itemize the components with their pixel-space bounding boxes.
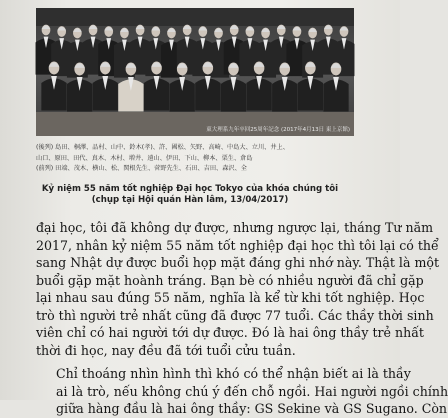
body-line: trò thì người trẻ nhất cũng đã được 77 tuổi. Các thầy thời sinh (36, 307, 434, 323)
body-line: giữa hàng đầu là hai ông thầy: GS Sekine và GS Sugano. Còn (56, 401, 448, 416)
body-line: sang Nhật dự được buổi họp mặt đáng ghi nhớ này. Thật là một (36, 255, 440, 270)
name-row-front: (前列) 田端、茂木、横山、松、関根先生、菅野先生、石田、吉田、森沢、全 (36, 165, 247, 172)
body-line: thời đi học, nay đều đã tới tuổi cửu tuần. (36, 342, 296, 358)
body-line: viên chỉ có hai người tới dự được. Đó là hai ông thầy trẻ nhất (36, 325, 424, 340)
body-line: đại học, tôi đã không dự được, nhưng ngược lại, tháng Tư năm (36, 220, 434, 235)
body-text (36, 219, 448, 418)
body-line: ai là trò, nếu không chú ý đến chỗ ngồi. Hai người ngồi chính (56, 383, 448, 399)
name-row-back-1: (後列) 島田、桐澤、品村、山中、鈴木(孝)、許、國松、矢野、高崎、中島大、立川、井上、 (36, 144, 289, 151)
caption-subtitle: (chụp tại Hội quán Hàn lâm, 13/04/2017) (91, 195, 289, 205)
photo-date-stamp: 東大理系九年卒回25周年記念 (2017年4月13日 東上京館) (206, 127, 350, 133)
group-photo (36, 8, 354, 136)
name-row-back-2: 山口、原田、田代、真木、木村、増井、遠山、伊田、下山、柳本、栗生、倉島 (36, 154, 253, 162)
photo-name-list (36, 143, 366, 175)
photo-caption (40, 184, 340, 206)
paragraph-1 (36, 219, 440, 359)
body-line: 2017, nhân kỷ niệm 55 năm tốt nghiệp đại học thì tôi lại có thể (36, 237, 439, 253)
body-line: lại nhau sau đúng 55 năm, nghĩa là kể từ khi tốt nghiệp. Học (36, 290, 425, 305)
caption-title: Kỷ niệm 55 năm tốt nghiệp Đại học Tokyo của khóa chúng tôi (41, 184, 339, 194)
body-line: buổi gặp mặt hoành tráng. Bạn bè có nhiều người đã chỉ gặp (36, 272, 424, 288)
group-photo-image (36, 8, 354, 136)
paragraph-2 (36, 365, 448, 418)
body-line: Chỉ thoáng nhìn hình thì khó có thể nhận biết ai là thầy (56, 366, 411, 381)
